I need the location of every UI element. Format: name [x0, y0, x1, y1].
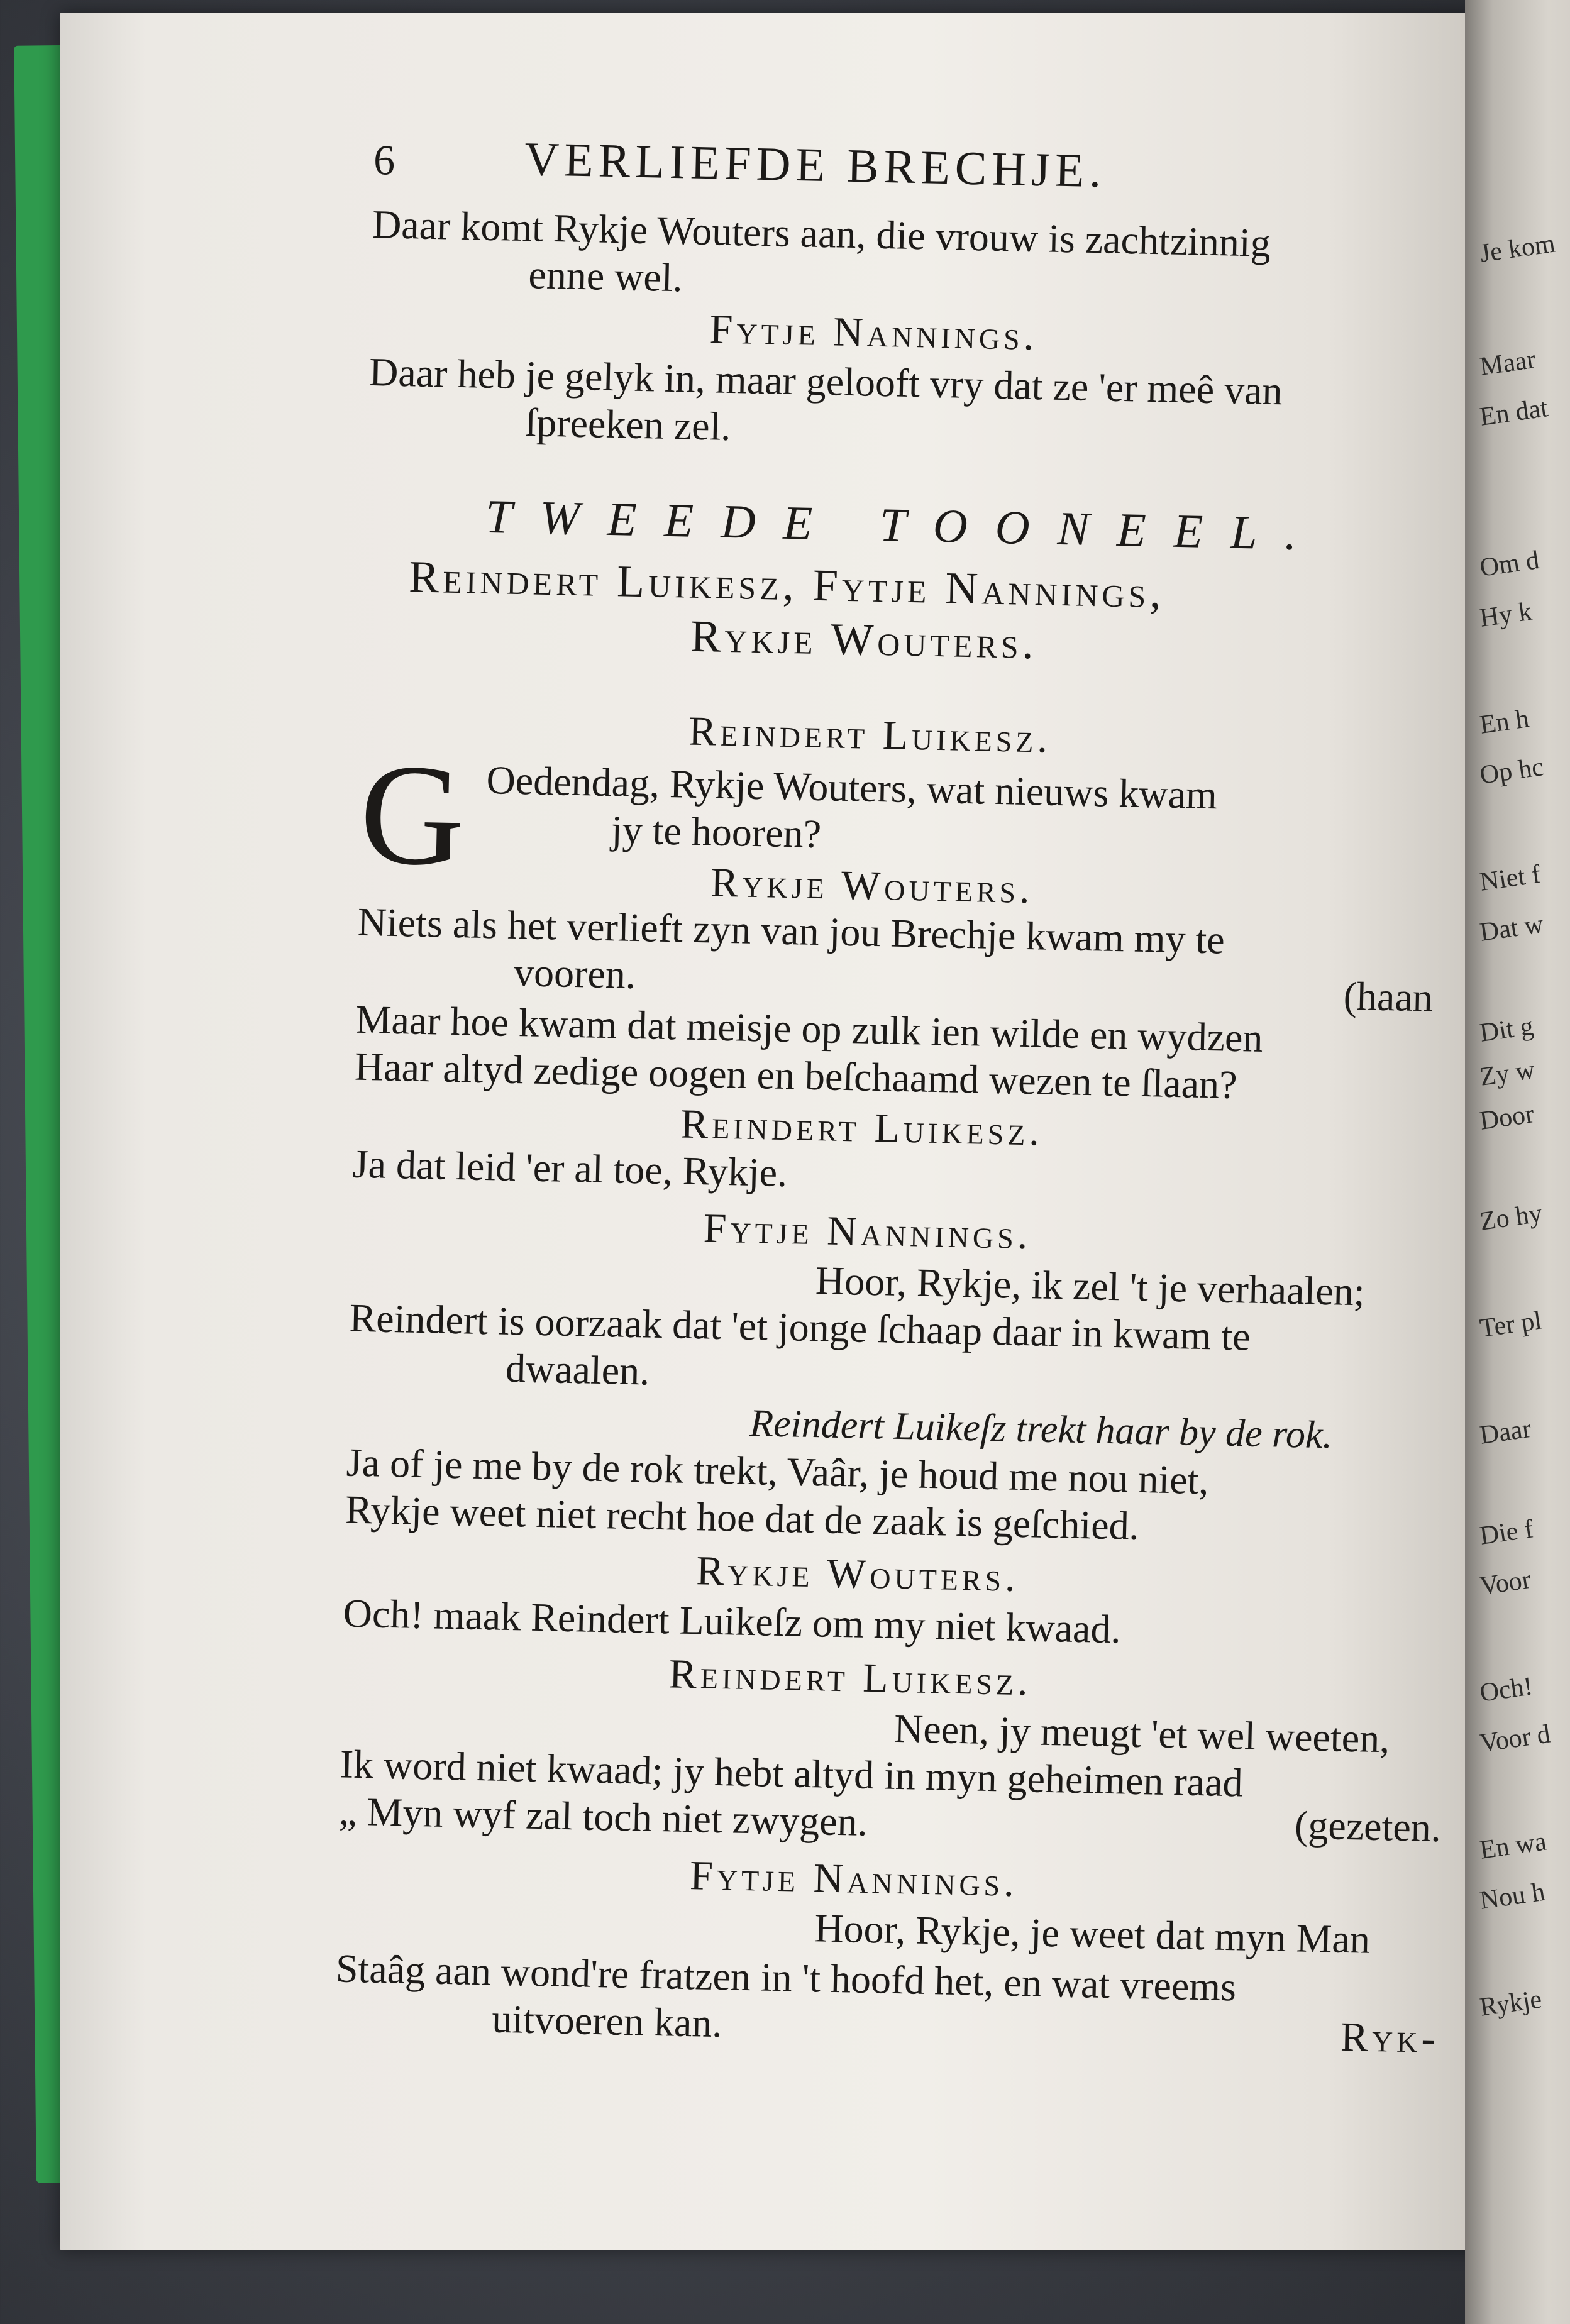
right-page-fragment: Om d	[1478, 546, 1541, 583]
right-page-fragment: Voor	[1478, 1565, 1533, 1601]
right-page-edge	[1465, 0, 1570, 2324]
right-page-fragment: Niet f	[1478, 859, 1543, 897]
text-line: Ja dat leid 'er al toe, Rykje.	[352, 1141, 788, 1196]
text-line: Staâg aan wond're fratzen in 't hoofd het, en wat vreems	[335, 1946, 1237, 2010]
scene-title: TWEEDE TOONEEL.	[485, 490, 1325, 561]
drop-cap: G	[358, 733, 467, 896]
text-line: Maar hoe kwam dat meisje op zulk ien wilde en wydzen	[355, 996, 1264, 1060]
speaker-name: Reindert Luikesz.	[688, 708, 1052, 762]
speaker-name: Rykje Wouters.	[710, 859, 1034, 913]
left-page	[60, 13, 1500, 2250]
speaker-name: Rykje Wouters.	[695, 1548, 1020, 1600]
text-line: Niets als het verlieft zyn van jou Brechje kwam my te	[357, 899, 1225, 962]
text-line: enne wel.	[528, 252, 683, 300]
text-line: Rykje weet niet recht hoe dat de zaak is geſchied.	[345, 1487, 1140, 1548]
text-line: vooren.	[513, 949, 636, 997]
right-page-fragment: Op hc	[1478, 752, 1545, 790]
text-line: Hoor, Rykje, ik zel 't je verhaalen;	[815, 1258, 1366, 1314]
text-line: Daar heb je gelyk in, maar gelooft vry dat ze 'er meê van	[368, 349, 1283, 414]
right-page-fragment: Dat w	[1478, 910, 1545, 947]
right-page-fragment: Zy w	[1478, 1055, 1537, 1092]
right-page-fragment: Voor d	[1478, 1719, 1552, 1758]
right-page-fragment: Maar	[1478, 344, 1537, 382]
text-line: Oedendag, Rykje Wouters, wat nieuws kwam	[485, 757, 1218, 818]
text-line: ſpreeken zel.	[524, 400, 732, 449]
text-line: Ja of je me by de rok trekt, Vaâr, je houd me nou niet,	[346, 1440, 1210, 1503]
right-page-fragment: Och!	[1478, 1671, 1535, 1708]
text-line: (haan	[1343, 973, 1434, 1020]
text-line: jy te hooren?	[611, 807, 822, 857]
speaker-name: Reindert Luikesz.	[680, 1101, 1044, 1155]
cast-list: Rykje Wouters.	[690, 610, 1038, 669]
right-page-fragment: En dat	[1478, 394, 1550, 432]
text-line: Reindert is oorzaak dat 'et jonge ſchaap daar in kwam te	[348, 1295, 1251, 1359]
text-line: dwaalen.	[505, 1345, 650, 1394]
cast-list: Reindert Luikesz, Fytje Nannings,	[408, 551, 1166, 618]
text-line: Hoor, Rykje, je weet dat myn Man	[814, 1905, 1371, 1962]
text-line: Daar komt Rykje Wouters aan, die vrouw is zachtzinnig	[372, 201, 1271, 265]
page-number: 6	[373, 136, 396, 184]
right-page-fragment: Die f	[1478, 1514, 1535, 1551]
right-page-fragment: Rykje	[1478, 1985, 1544, 2022]
text-line: uitvoeren kan.	[491, 1996, 723, 2046]
stage-direction: Reindert Luikeſz trekt haar by de rok.	[749, 1401, 1333, 1457]
text-line: (gezeten.	[1294, 1802, 1442, 1851]
right-page-fragment: En h	[1478, 704, 1531, 740]
text-line: „ Myn wyf zal toch niet zwygen.	[338, 1788, 868, 1845]
right-page-fragment: Je kom	[1478, 229, 1557, 268]
speaker-name: Reindert Luikesz.	[668, 1651, 1032, 1705]
speaker-name: Fytje Nannings.	[689, 1853, 1019, 1906]
right-page-fragment: Hy k	[1478, 597, 1534, 633]
right-page-fragment: Door	[1478, 1099, 1536, 1136]
catchword: Ryk-	[1340, 2013, 1440, 2062]
right-page-fragment: Zo hy	[1478, 1199, 1544, 1236]
right-page-fragment: Daar	[1478, 1414, 1534, 1450]
right-page-fragment: En wa	[1478, 1827, 1549, 1865]
speaker-name: Fytje Nannings.	[703, 1205, 1032, 1258]
text-line: Haar altyd zedige oogen en beſchaamd wezen te ſlaan?	[354, 1044, 1238, 1108]
running-head: VERLIEFDE BRECHJE.	[524, 133, 1107, 198]
text-line: Neen, jy meugt 'et wel weeten,	[893, 1705, 1390, 1761]
right-page-fragment: Ter pl	[1478, 1306, 1544, 1343]
text-line: Ik word niet kwaad; jy hebt altyd in myn geheimen raad	[340, 1741, 1244, 1805]
right-page-fragment: Nou h	[1478, 1877, 1547, 1915]
right-page-fragment: Dit g	[1478, 1011, 1535, 1048]
speaker-name: Fytje Nannings.	[709, 306, 1039, 360]
text-line: Och! maak Reindert Luikeſz om my niet kwaad.	[343, 1590, 1122, 1652]
